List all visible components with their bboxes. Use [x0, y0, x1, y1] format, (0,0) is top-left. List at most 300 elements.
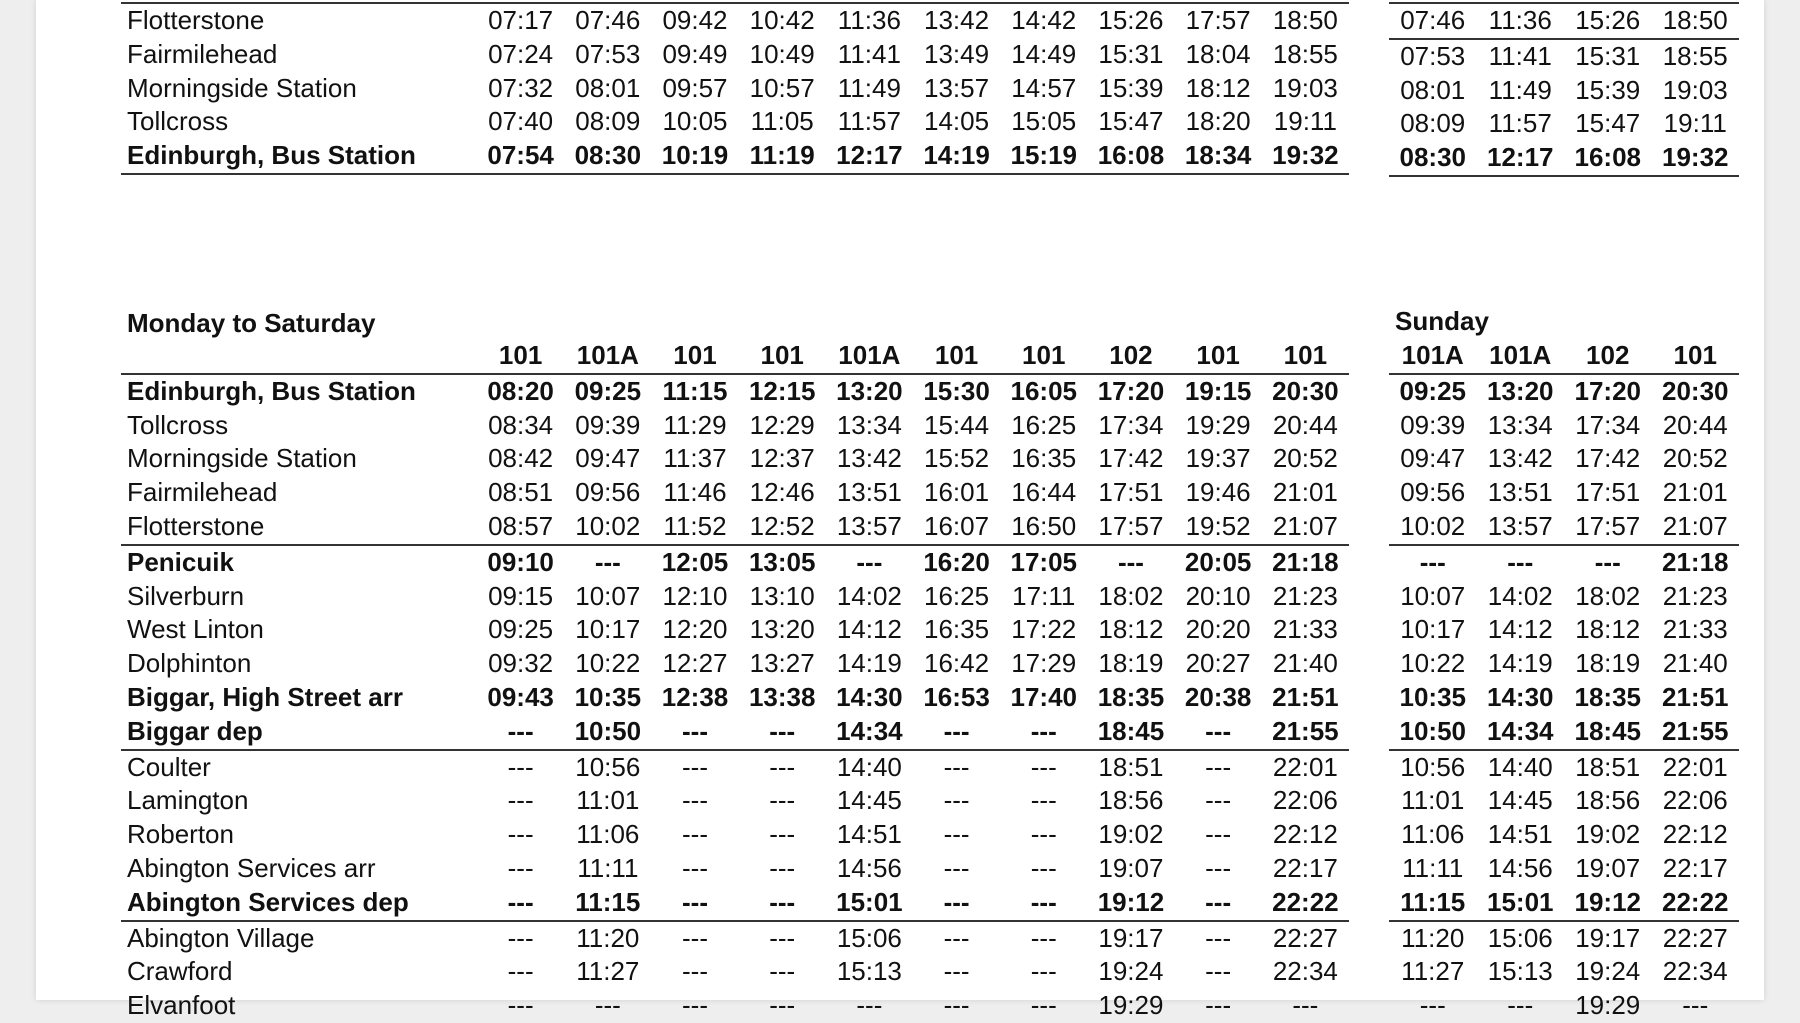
departure-time: 10:19 — [651, 139, 738, 174]
departure-time: 07:24 — [488, 38, 554, 69]
departure-time: --- — [682, 990, 708, 1021]
departure-time: 14:56 — [1487, 852, 1553, 883]
departure-time: 09:25 — [488, 614, 554, 645]
departure-time: 22:06 — [1272, 785, 1338, 816]
departure-time: --- — [1030, 819, 1057, 850]
departure-time: 15:47 — [1575, 108, 1641, 139]
departure-time: 20:30 — [1272, 375, 1339, 406]
departure-time: 22:22 — [1652, 886, 1740, 921]
stop-name: Tollcross — [127, 409, 229, 440]
departure-time: 21:23 — [1272, 580, 1338, 611]
table-row — [121, 921, 1349, 956]
departure-time: 18:50 — [1652, 3, 1740, 39]
departure-time: 21:51 — [1272, 681, 1339, 712]
departure-time: 15:52 — [924, 443, 990, 474]
departure-time: --- — [1000, 886, 1087, 921]
departure-time: --- — [1000, 715, 1087, 750]
departure-time: --- — [1030, 852, 1057, 883]
departure-time: --- — [477, 886, 564, 921]
stop-name: Tollcross — [127, 106, 229, 137]
table-row — [121, 38, 1349, 72]
departure-time: --- — [1117, 546, 1144, 577]
departure-time: 13:42 — [1487, 443, 1553, 474]
table-row — [1389, 613, 1739, 647]
departure-time: 13:34 — [836, 409, 902, 440]
departure-time: 16:44 — [1011, 477, 1077, 508]
departure-time: 19:29 — [1185, 409, 1251, 440]
table-row — [1389, 374, 1739, 409]
stop-name: Lamington — [127, 785, 249, 816]
departure-time: 22:27 — [1662, 922, 1728, 953]
departure-time: 19:03 — [1272, 72, 1338, 103]
departure-time: 10:50 — [1389, 715, 1477, 750]
departure-time: --- — [682, 956, 708, 987]
departure-time: 19:11 — [1663, 108, 1727, 139]
departure-time: 15:13 — [1487, 956, 1553, 987]
departure-time: 18:02 — [1098, 580, 1164, 611]
departure-time: 16:08 — [1564, 141, 1652, 176]
departure-time: 14:34 — [1477, 715, 1565, 750]
stop-name: Abington Services dep — [121, 886, 477, 921]
departure-time: 19:46 — [1185, 477, 1251, 508]
departure-time: --- — [1507, 546, 1534, 577]
departure-time: 11:19 — [739, 139, 826, 174]
departure-time: --- — [594, 546, 621, 577]
departure-time: 10:22 — [575, 648, 641, 679]
table-row — [121, 715, 1349, 750]
departure-time: 21:55 — [1262, 715, 1349, 750]
departure-time: 15:19 — [1000, 139, 1087, 174]
departure-time: 16:25 — [1011, 409, 1077, 440]
departure-time: 09:56 — [575, 477, 641, 508]
table-row — [1389, 647, 1739, 681]
departure-time: --- — [769, 751, 796, 782]
route-header-row — [121, 339, 1349, 374]
departure-time: 10:17 — [575, 614, 641, 645]
departure-time: 13:42 — [924, 5, 990, 35]
departure-time: --- — [682, 785, 708, 816]
departure-time: 17:57 — [1087, 510, 1174, 545]
departure-time: 13:20 — [836, 375, 903, 406]
departure-time: 13:42 — [836, 443, 902, 474]
departure-time: 08:34 — [488, 409, 554, 440]
weekday-outbound-table — [121, 339, 1349, 1023]
departure-time: 19:15 — [1184, 375, 1252, 406]
route-number: 101A — [826, 339, 913, 374]
table-row — [1389, 818, 1739, 852]
weekday-inbound-table — [121, 2, 1349, 175]
departure-time: 11:01 — [576, 785, 640, 816]
departure-time: 20:38 — [1184, 681, 1252, 712]
departure-time: --- — [682, 819, 708, 850]
departure-time: --- — [682, 922, 708, 953]
table-row — [121, 409, 1349, 443]
table-row — [121, 613, 1349, 647]
table-row — [121, 852, 1349, 886]
departure-time: 20:05 — [1184, 546, 1252, 577]
departure-time: 22:34 — [1272, 956, 1338, 987]
departure-time: 15:06 — [836, 922, 902, 953]
stop-name: Biggar, High Street arr — [127, 681, 403, 712]
departure-time: 19:03 — [1662, 74, 1728, 105]
table-row — [121, 955, 1349, 989]
departure-time: 17:57 — [1185, 5, 1251, 35]
departure-time: 20:52 — [1272, 443, 1338, 474]
departure-time: 14:19 — [836, 648, 902, 679]
departure-time: --- — [507, 852, 534, 883]
departure-time: 21:33 — [1272, 614, 1338, 645]
departure-time: 09:43 — [487, 681, 554, 712]
departure-time: 10:56 — [575, 751, 641, 782]
departure-time: 08:30 — [564, 139, 651, 174]
stop-name: Edinburgh, Bus Station — [127, 375, 416, 406]
table-row — [1389, 141, 1739, 176]
departure-time: --- — [913, 886, 1000, 921]
departure-time: 08:09 — [1400, 108, 1466, 139]
table-row — [121, 750, 1349, 785]
departure-time: 21:51 — [1662, 681, 1729, 712]
departure-time: --- — [769, 956, 796, 987]
departure-time: 16:20 — [923, 546, 990, 577]
departure-time: 14:56 — [836, 852, 902, 883]
sunday-section-label: Sunday — [1395, 306, 1489, 336]
departure-time: --- — [1205, 852, 1232, 883]
departure-time: 11:41 — [837, 38, 901, 69]
departure-time: 16:25 — [924, 580, 990, 611]
departure-time: 09:39 — [1400, 409, 1466, 440]
departure-time: 14:02 — [836, 580, 902, 611]
departure-time: 17:05 — [1010, 546, 1077, 577]
departure-time: 12:05 — [661, 546, 729, 577]
departure-time: 08:09 — [575, 106, 641, 137]
departure-time: 15:30 — [923, 375, 990, 406]
departure-time: 10:05 — [662, 106, 728, 137]
departure-time: 18:20 — [1185, 106, 1251, 137]
departure-time: 11:15 — [662, 375, 728, 406]
stop-name: Flotterstone — [121, 510, 477, 545]
route-number: 101 — [739, 339, 826, 374]
departure-time: --- — [1175, 715, 1262, 750]
table-row — [1389, 681, 1739, 715]
departure-time: 11:11 — [577, 852, 639, 883]
departure-time: 07:54 — [477, 139, 564, 174]
departure-time: 17:20 — [1097, 375, 1165, 406]
departure-time: 11:06 — [1401, 819, 1465, 850]
departure-time: 19:29 — [1575, 990, 1641, 1021]
departure-time: 13:49 — [924, 38, 990, 69]
departure-time: 11:57 — [837, 106, 901, 137]
departure-time: --- — [856, 990, 883, 1021]
stop-name: Abington Services arr — [127, 852, 376, 883]
departure-time: 13:57 — [826, 510, 913, 545]
table-row — [1389, 476, 1739, 510]
route-number: 101 — [913, 339, 1000, 374]
table-row — [121, 989, 1349, 1023]
departure-time: 17:51 — [1575, 477, 1641, 508]
departure-time: --- — [739, 715, 826, 750]
table-row — [1389, 442, 1739, 476]
route-number: 101 — [651, 339, 738, 374]
departure-time: 07:46 — [575, 5, 641, 35]
departure-time: --- — [943, 751, 970, 782]
sunday-inbound-body — [1389, 3, 1739, 176]
departure-time: 14:45 — [836, 785, 902, 816]
departure-time: 21:01 — [1662, 477, 1728, 508]
departure-time: 18:04 — [1185, 38, 1251, 69]
departure-time: 15:31 — [1098, 38, 1164, 69]
departure-time: 13:05 — [748, 546, 816, 577]
departure-time: 10:35 — [574, 681, 642, 712]
departure-time: 12:17 — [826, 139, 913, 174]
departure-time: --- — [477, 715, 564, 750]
departure-time: 18:19 — [1098, 648, 1164, 679]
stop-name: Elvanfoot — [127, 990, 236, 1021]
route-number: 101A — [1389, 339, 1477, 374]
departure-time: --- — [507, 990, 534, 1021]
departure-time: 19:17 — [1575, 922, 1641, 953]
departure-time: 09:56 — [1400, 477, 1466, 508]
table-row — [1389, 409, 1739, 443]
departure-time: --- — [1682, 990, 1709, 1021]
departure-time: 15:44 — [924, 409, 990, 440]
table-row — [121, 72, 1349, 106]
departure-time: 10:42 — [749, 5, 815, 35]
departure-time: --- — [682, 751, 708, 782]
departure-time: 15:39 — [1098, 72, 1164, 103]
departure-time: 11:27 — [576, 956, 640, 987]
departure-time: 19:24 — [1575, 956, 1641, 987]
table-row — [1389, 545, 1739, 580]
departure-time: 21:40 — [1272, 648, 1338, 679]
table-row — [121, 545, 1349, 580]
departure-time: 11:41 — [1488, 40, 1552, 71]
header-spacer — [121, 339, 477, 374]
departure-time: 11:01 — [1401, 785, 1465, 816]
departure-time: 10:17 — [1400, 614, 1466, 645]
departure-time: 12:20 — [662, 614, 728, 645]
departure-time: 21:40 — [1662, 648, 1728, 679]
departure-time: 11:15 — [564, 886, 651, 921]
departure-time: 08:30 — [1389, 141, 1477, 176]
departure-time: 21:18 — [1662, 546, 1729, 577]
table-row — [121, 105, 1349, 139]
sunday-inbound-table — [1389, 2, 1739, 177]
departure-time: 07:17 — [488, 5, 554, 35]
departure-time: 19:17 — [1098, 922, 1164, 953]
departure-time: 19:29 — [1098, 990, 1164, 1021]
departure-time: --- — [507, 785, 534, 816]
departure-time: --- — [1419, 990, 1446, 1021]
departure-time: 12:37 — [749, 443, 815, 474]
departure-time: 11:36 — [837, 5, 901, 35]
departure-time: 21:33 — [1662, 614, 1728, 645]
departure-time: 11:49 — [1488, 74, 1552, 105]
departure-time: 10:56 — [1400, 751, 1466, 782]
departure-time: 15:39 — [1575, 74, 1641, 105]
departure-time: --- — [1030, 956, 1057, 987]
stop-name: Roberton — [127, 819, 234, 850]
stop-name: Crawford — [127, 956, 233, 987]
departure-time: 20:30 — [1662, 375, 1729, 406]
departure-time: --- — [769, 990, 796, 1021]
departure-time: 19:32 — [1652, 141, 1740, 176]
departure-time: --- — [1030, 785, 1057, 816]
table-row — [1389, 74, 1739, 108]
table-row — [121, 818, 1349, 852]
departure-time: 18:56 — [1098, 785, 1164, 816]
departure-time: --- — [943, 785, 970, 816]
departure-time: 18:45 — [1087, 715, 1174, 750]
departure-time: --- — [1205, 819, 1232, 850]
departure-time: 08:20 — [487, 375, 554, 406]
departure-time: 14:12 — [836, 614, 902, 645]
departure-time: --- — [1030, 922, 1057, 953]
departure-time: 19:12 — [1564, 886, 1652, 921]
departure-time: 14:51 — [1487, 819, 1553, 850]
departure-time: 21:55 — [1652, 715, 1740, 750]
departure-time: 16:53 — [923, 681, 990, 712]
route-header-row — [1389, 339, 1739, 374]
departure-time: 20:10 — [1185, 580, 1251, 611]
departure-time: 11:37 — [663, 443, 727, 474]
departure-time: --- — [943, 852, 970, 883]
departure-time: 18:56 — [1575, 785, 1641, 816]
departure-time: 17:20 — [1574, 375, 1641, 406]
departure-time: --- — [651, 886, 738, 921]
departure-time: 10:02 — [1389, 510, 1477, 545]
departure-time: 18:02 — [1575, 580, 1641, 611]
departure-time: 18:34 — [1175, 139, 1262, 174]
departure-time: --- — [913, 715, 1000, 750]
departure-time: 17:34 — [1575, 409, 1641, 440]
departure-time: 22:12 — [1662, 819, 1728, 850]
departure-time: 07:53 — [575, 38, 641, 69]
table-row — [1389, 852, 1739, 886]
departure-time: 19:02 — [1098, 819, 1164, 850]
stop-name: Flotterstone — [127, 5, 265, 35]
departure-time: 18:12 — [1575, 614, 1641, 645]
departure-time: 16:35 — [924, 614, 990, 645]
departure-time: 09:32 — [488, 648, 554, 679]
departure-time: 12:17 — [1477, 141, 1565, 176]
table-row — [1389, 3, 1739, 39]
departure-time: 09:15 — [488, 580, 554, 611]
departure-time: 08:51 — [488, 477, 554, 508]
departure-time: 18:12 — [1185, 72, 1251, 103]
departure-time: 18:55 — [1272, 38, 1338, 69]
departure-time: 19:32 — [1262, 139, 1349, 174]
departure-time: 21:01 — [1272, 477, 1338, 508]
stop-name: Fairmilehead — [127, 477, 278, 508]
departure-time: 11:57 — [1488, 108, 1552, 139]
departure-time: 15:26 — [1564, 3, 1652, 39]
route-number: 101 — [1000, 339, 1087, 374]
departure-time: 11:36 — [1477, 3, 1565, 39]
departure-time: 16:01 — [924, 477, 990, 508]
departure-time: 11:05 — [750, 106, 814, 137]
departure-time: --- — [769, 819, 796, 850]
departure-time: 11:27 — [1401, 956, 1465, 987]
table-row — [1389, 886, 1739, 921]
departure-time: --- — [769, 922, 796, 953]
route-number: 101 — [1262, 339, 1349, 374]
departure-time: 19:07 — [1098, 852, 1164, 883]
departure-time: 18:50 — [1272, 5, 1338, 35]
departure-time: 18:51 — [1575, 751, 1641, 782]
departure-time: 11:49 — [837, 72, 901, 103]
departure-time: 20:44 — [1662, 409, 1728, 440]
departure-time: 17:42 — [1098, 443, 1164, 474]
departure-time: 17:40 — [1010, 681, 1077, 712]
departure-time: 14:51 — [836, 819, 902, 850]
weekday-inbound-body — [121, 3, 1349, 174]
departure-time: --- — [1175, 886, 1262, 921]
departure-time: 15:05 — [1011, 106, 1077, 137]
departure-time: 14:34 — [826, 715, 913, 750]
departure-time: 10:22 — [1400, 648, 1466, 679]
departure-time: --- — [1205, 751, 1232, 782]
departure-time: 19:24 — [1098, 956, 1164, 987]
departure-time: 19:02 — [1575, 819, 1641, 850]
departure-time: 14:42 — [1011, 5, 1077, 35]
departure-time: --- — [682, 852, 708, 883]
timetable-page — [36, 0, 1764, 1021]
departure-time: --- — [651, 715, 738, 750]
departure-time: 22:34 — [1662, 956, 1728, 987]
departure-time: 16:07 — [913, 510, 1000, 545]
departure-time: 13:20 — [1487, 375, 1554, 406]
table-row — [121, 510, 1349, 545]
departure-time: 12:38 — [661, 681, 729, 712]
stop-name: Abington Village — [127, 922, 315, 953]
departure-time: 15:13 — [836, 956, 902, 987]
departure-time: 16:05 — [1010, 375, 1077, 406]
departure-time: 17:22 — [1011, 614, 1077, 645]
departure-time: --- — [594, 990, 621, 1021]
stop-name: Biggar dep — [121, 715, 477, 750]
departure-time: 17:34 — [1098, 409, 1164, 440]
departure-time: 13:20 — [749, 614, 815, 645]
table-row — [121, 374, 1349, 409]
departure-time: --- — [1419, 546, 1446, 577]
departure-time: 09:47 — [575, 443, 641, 474]
route-number: 101A — [564, 339, 651, 374]
departure-time: 22:22 — [1262, 886, 1349, 921]
table-row — [1389, 921, 1739, 956]
departure-time: 14:12 — [1487, 614, 1553, 645]
route-number: 101 — [1175, 339, 1262, 374]
departure-time: 13:34 — [1487, 409, 1553, 440]
sunday-outbound-body — [1389, 339, 1739, 1023]
departure-time: --- — [507, 819, 534, 850]
departure-time: 12:29 — [749, 409, 815, 440]
departure-time: 14:19 — [913, 139, 1000, 174]
departure-time: --- — [1292, 990, 1319, 1021]
table-row — [121, 886, 1349, 921]
departure-time: 11:46 — [663, 477, 727, 508]
departure-time: --- — [1205, 785, 1232, 816]
sunday-outbound-table — [1389, 339, 1739, 1023]
departure-time: 11:20 — [1401, 922, 1465, 953]
departure-time: 22:17 — [1272, 852, 1338, 883]
departure-time: 14:40 — [1487, 751, 1553, 782]
departure-time: 22:06 — [1662, 785, 1728, 816]
departure-time: 17:51 — [1098, 477, 1164, 508]
departure-time: --- — [943, 922, 970, 953]
departure-time: 09:10 — [487, 546, 554, 577]
departure-time: --- — [739, 886, 826, 921]
route-number: 101 — [1652, 339, 1740, 374]
